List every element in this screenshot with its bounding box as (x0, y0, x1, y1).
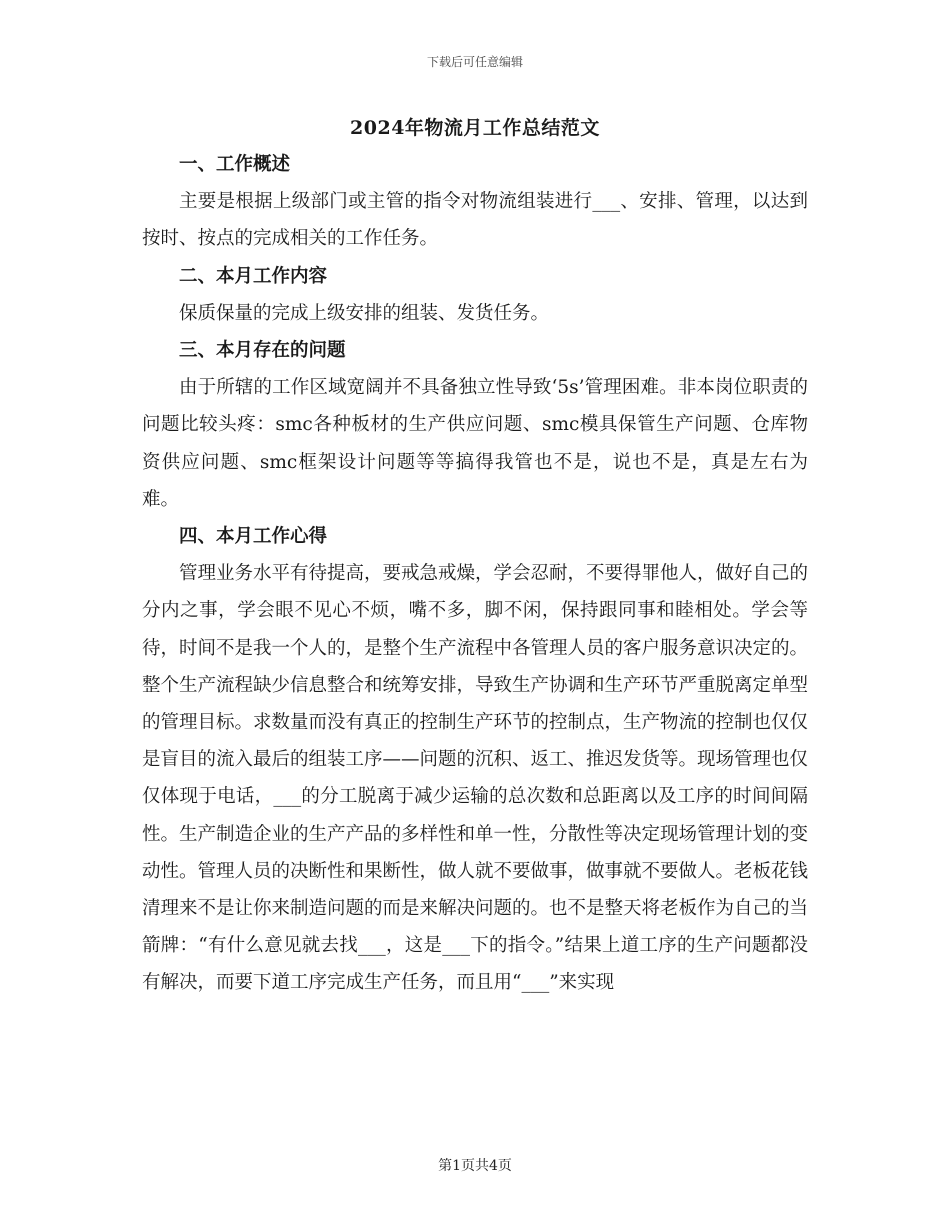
page-number: 第1页共4页 (438, 1158, 512, 1174)
section-heading: 一、工作概述 (179, 154, 291, 175)
page-header-note: 下载后可任意编辑 (426, 55, 523, 69)
section-experience (142, 518, 808, 1002)
section-overview (142, 146, 808, 258)
document-title: 2024年物流月工作总结范文 (350, 117, 600, 139)
section-paragraph: 由于所辖的工作区域宽阔并不具备独立性导致‘5s’管理困难。非本岗位职责的问题比较头疼：smc各种板材的生产供应问题、smc模具保管生产问题、仓库物资供应问题、smc框架设计问题等等搞得我管也不是，说也不是，真是左右为难。 (142, 377, 808, 510)
document-body (142, 146, 808, 1002)
section-paragraph: 管理业务水平有待提高，要戒急戒燥，学会忍耐，不要得罪他人，做好自己的分内之事，学会眼不见心不烦，嘴不多，脚不闲，保持跟同事和睦相处。学会等待，时间不是我一个人的，是整个生产流程中各管理人员的客户服务意识决定的。整个生产流程缺少信息整合和统筹安排，导致生产协调和生产环节严重脱离定单型的管理目标。求数量而没有真正的控制生产环节的控制点，生产物流的控制也仅仅是盲目的流入最后的组装工序——问题的沉积、返工、推迟发货等。现场管理也仅仅体现于电话，___的分工脱离于减少运输的总次数和总距离以及工序的时间间隔性。生产制造企业的生产产品的多样性和单一性，分散性等决定现场管理计划的变动性。管理人员的决断性和果断性，做人就不要做事，做事就不要做人。老板花钱清理来不是让你来制造问题的而是来解决问题的。也不是整天将老板作为自己的当箭牌：“有什么意见就去找___，这是___下的指令。”结果上道工序的生产问题都没有解决，而要下道工序完成生产任务，而且用“___”来实现 (142, 563, 809, 994)
section-paragraph: 保质保量的完成上级安排的组装、发货任务。 (179, 302, 550, 324)
section-heading: 三、本月存在的问题 (179, 340, 346, 362)
section-heading: 四、本月工作心得 (179, 526, 328, 548)
section-paragraph: 主要是根据上级部门或主管的指令对物流组装进行___、安排、管理，以达到按时、按点的完成相关的工作任务。 (142, 191, 808, 250)
section-monthly-work (142, 258, 808, 332)
section-problems (142, 332, 808, 518)
section-heading: 二、本月工作内容 (179, 265, 328, 287)
